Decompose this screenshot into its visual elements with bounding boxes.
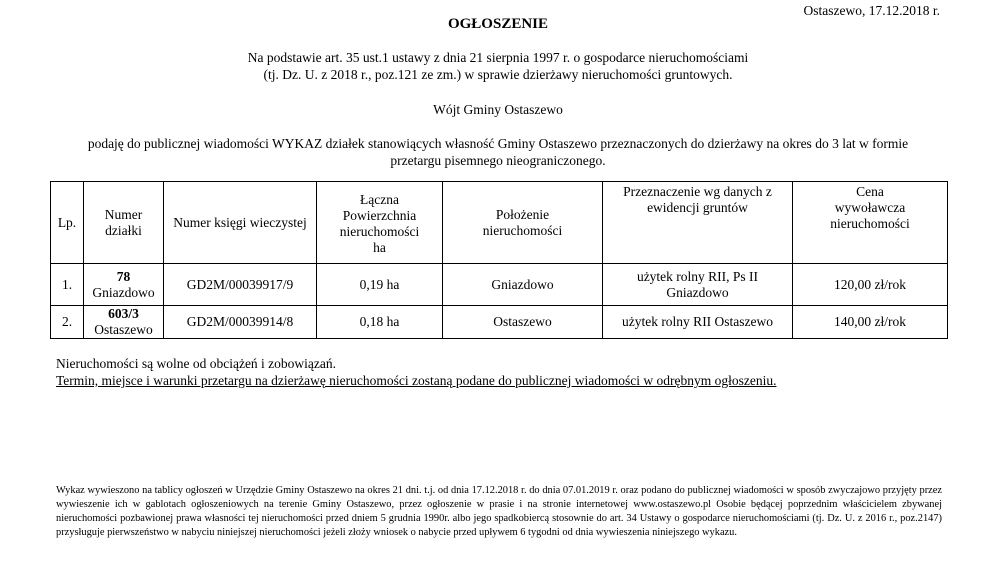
announcement-lead-line-2: przetargu pisemnego nieograniczonego. xyxy=(390,153,606,168)
header-parcel-number: Numer działki xyxy=(84,182,164,264)
table-row xyxy=(51,264,948,306)
cell-land-use: użytek rolny RII, Ps II Gniazdowo xyxy=(603,264,793,306)
cell-price: 120,00 zł/rok xyxy=(793,264,948,306)
cell-lp: 2. xyxy=(51,306,84,339)
cell-location: Gniazdowo xyxy=(443,264,603,306)
cell-land-register: GD2M/00039914/8 xyxy=(164,306,317,339)
encumbrance-note: Nieruchomości są wolne od obciążeń i zobowiązań. xyxy=(56,356,337,371)
issuer: Wójt Gminy Ostaszewo xyxy=(433,102,563,117)
header-location: Położenie nieruchomości xyxy=(443,182,603,264)
header-land-use: Przeznaczenie wg danych z ewidencji gruntów xyxy=(603,182,793,264)
header-starting-price: Cena wywoławcza nieruchomości xyxy=(793,182,948,264)
cell-parcel-number: 603/3 Ostaszewo xyxy=(84,306,164,339)
parcels-table xyxy=(50,181,948,339)
cell-land-register: GD2M/00039917/9 xyxy=(164,264,317,306)
header-lp: Lp. xyxy=(51,182,84,264)
cell-location: Ostaszewo xyxy=(443,306,603,339)
cell-area: 0,19 ha xyxy=(317,264,443,306)
announcement-lead xyxy=(0,135,996,169)
document-title: OGŁOSZENIE xyxy=(447,16,549,32)
footer-notice: Wykaz wywieszono na tablicy ogłoszeń w Urzędzie Gminy Ostaszewo na okres 21 dni. t.j. od dnia 17.12.2018 r. do dnia 07.01.2019 r. oraz podano do publicznej wiadomości w sposób zwyczajowo przyjęty przez wywieszenie ich w gablotach ogłoszeniowych na terenie Gminy Ostaszewo, przez ogłoszenie w prasie i na stronie internetowej www.ostaszewo.pl Osobie będącej poprzednim właścicielem zbywanej nieruchomości pozbawionej prawa własności tej nieruchomości przed dniem 5 grudnia 1990r. albo jego spadkobiercą stosownie do art. 34 Ustawy o gospodarce nieruchomościami (tj. Dz. U. z 2016 r., poz.2147) przysługuje pierwszeństwo w nabyciu niniejszej nieruchomości jeżeli złoży wniosek o nabycie przed upływem 6 tygodni od dnia wywieszenia niniejszego wykazu. xyxy=(56,485,942,538)
header-area: Łączna Powierzchnia nieruchomości ha xyxy=(317,182,443,264)
legal-basis xyxy=(0,49,996,83)
announcement-lead-line-1: podaję do publicznej wiadomości WYKAZ działek stanowiących własność Gminy Ostaszewo przeznaczonych do dzierżawy na okres do 3 lat w formie xyxy=(87,136,909,151)
legal-basis-line-1: Na podstawie art. 35 ust.1 ustawy z dnia 21 sierpnia 1997 r. o gospodarce nieruchomościami xyxy=(247,50,749,65)
legal-basis-line-2: (tj. Dz. U. z 2018 r., poz.121 ze zm.) w sprawie dzierżawy nieruchomości gruntowych. xyxy=(263,67,733,82)
tender-info-note: Termin, miejsce i warunki przetargu na dzierżawę nieruchomości zostaną podane do publicznej wiadomości w odrębnym ogłoszeniu. xyxy=(56,373,777,388)
document-date: Ostaszewo, 17.12.2018 r. xyxy=(803,3,940,18)
cell-price: 140,00 zł/rok xyxy=(793,306,948,339)
table-row xyxy=(51,306,948,339)
cell-land-use: użytek rolny RII Ostaszewo xyxy=(603,306,793,339)
cell-parcel-number: 78 Gniazdowo xyxy=(84,264,164,306)
table-header-row xyxy=(51,182,948,264)
header-land-register: Numer księgi wieczystej xyxy=(164,182,317,264)
cell-area: 0,18 ha xyxy=(317,306,443,339)
cell-lp: 1. xyxy=(51,264,84,306)
